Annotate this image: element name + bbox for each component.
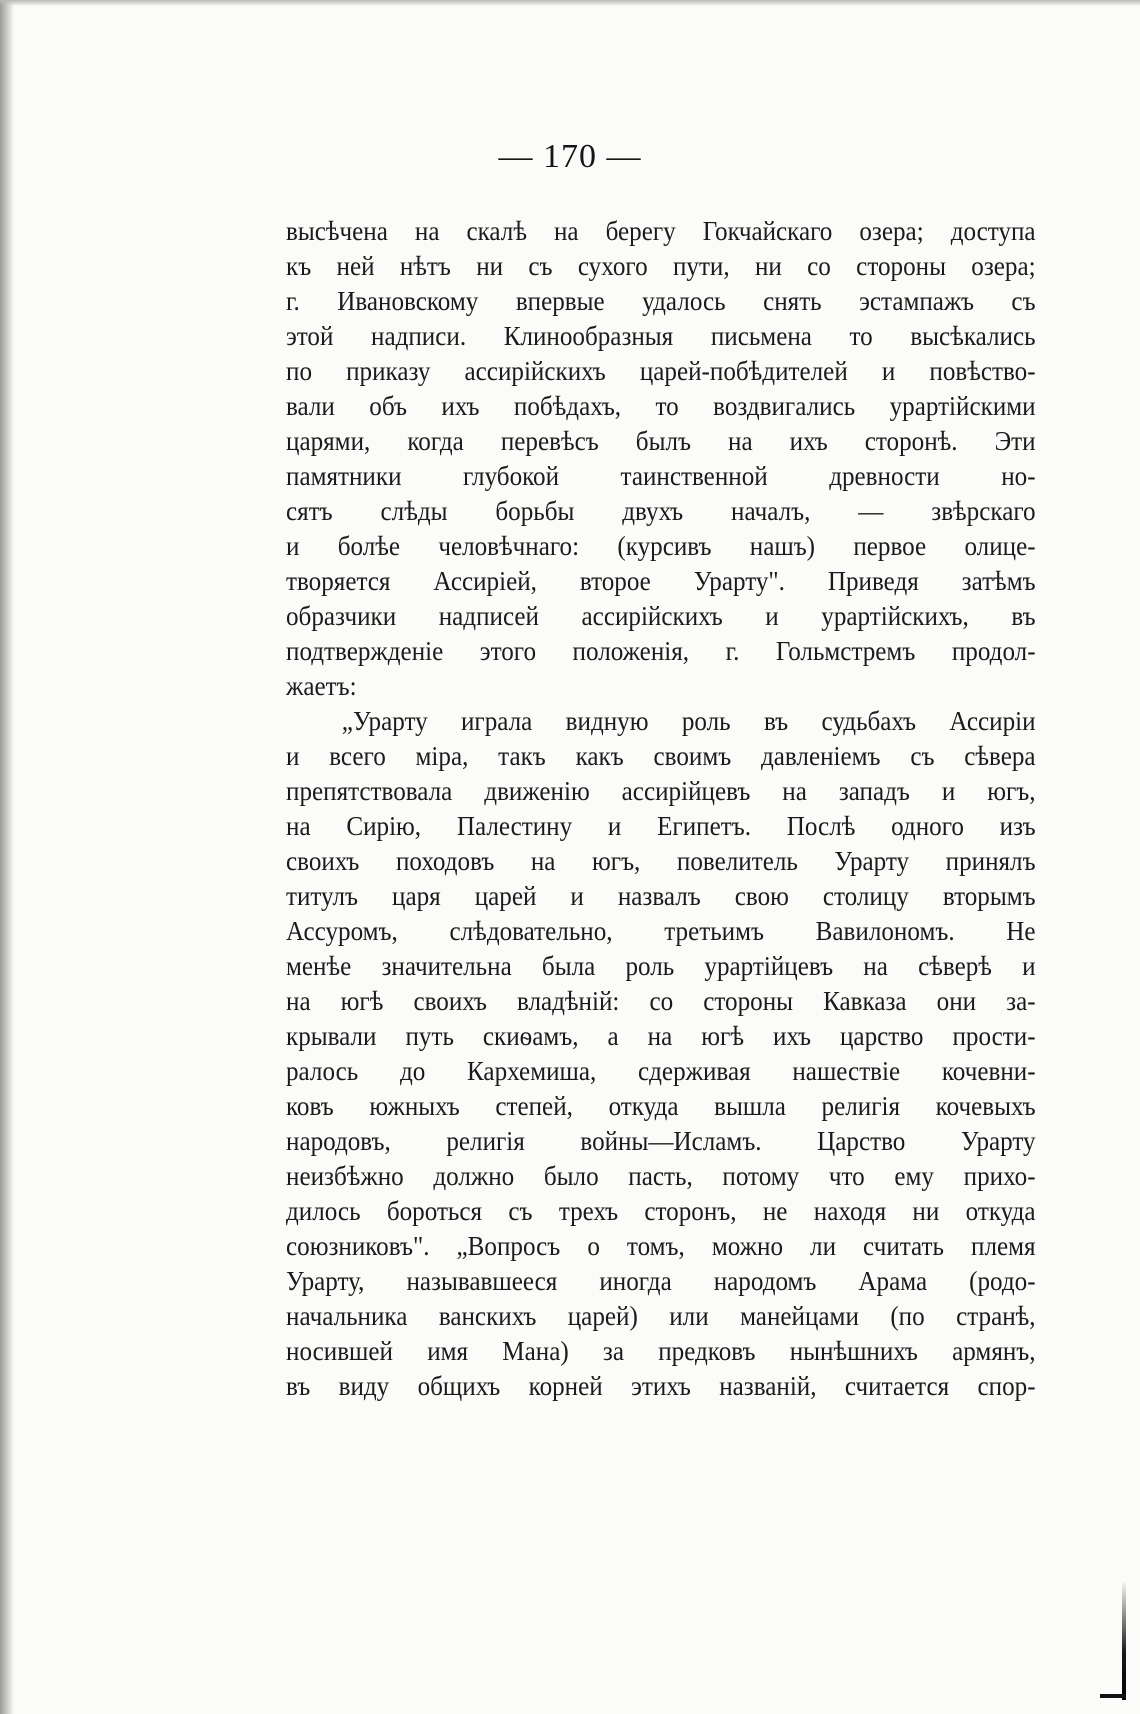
text-line: ралось до Кархемиша, сдерживая нашествіе кочевни-: [286, 1056, 1036, 1086]
text-line: этой надписи. Клинообразныя письмена то высѣкались: [286, 321, 1036, 351]
text-line: памятники глубокой таинственной древности но-: [286, 461, 1036, 491]
text-line: крывали путь скиѳамъ, а на югѣ ихъ царство прости-: [286, 1021, 1036, 1051]
text-line: царями, когда перевѣсъ былъ на ихъ сторонѣ. Эти: [286, 426, 1036, 456]
text-line: Ассуромъ, слѣдовательно, третьимъ Вавилономъ. Не: [286, 916, 1036, 946]
text-line: дилось бороться съ трехъ сторонъ, не находя ни откуда: [286, 1196, 1036, 1226]
scan-mark-right-foot: [1100, 1694, 1126, 1698]
scan-edge-top: [0, 0, 1140, 6]
text-line: неизбѣжно должно было пасть, потому что ему прихо-: [286, 1161, 1036, 1191]
text-line: на югѣ своихъ владѣній: со стороны Кавказа они за-: [286, 986, 1036, 1016]
body-text: [286, 214, 1036, 1404]
text-line: и всего міра, такъ какъ своимъ давленіемъ съ сѣвера: [286, 741, 1036, 771]
text-line-paragraph-start: „Урарту играла видную роль въ судьбахъ Ассиріи: [341, 706, 1036, 736]
text-line: носившей имя Мана) за предковъ нынѣшнихъ армянъ,: [286, 1336, 1036, 1366]
text-line: препятствовала движенію ассирійцевъ на западъ и югъ,: [286, 776, 1036, 806]
text-line: ковъ южныхъ степей, откуда вышла религія кочевыхъ: [286, 1091, 1036, 1121]
text-line: въ виду общихъ корней этихъ названій, считается спор-: [286, 1371, 1036, 1401]
text-line: сятъ слѣды борьбы двухъ началъ, — звѣрскаго: [286, 496, 1036, 526]
text-line: по приказу ассирійскихъ царей-побѣдителей и повѣство-: [286, 356, 1036, 386]
text-line: своихъ походовъ на югъ, повелитель Урарту принялъ: [286, 846, 1036, 876]
text-line: высѣчена на скалѣ на берегу Гокчайскаго озера; доступа: [286, 216, 1036, 246]
text-line: г. Ивановскому впервые удалось снять эстампажъ съ: [286, 286, 1036, 316]
text-line: титулъ царя царей и назвалъ свою столицу вторымъ: [286, 881, 1036, 911]
text-line: къ ней нѣтъ ни съ сухого пути, ни со стороны озера;: [286, 251, 1036, 281]
text-line: творяется Ассиріей, второе Урарту". Приведя затѣмъ: [286, 566, 1036, 596]
text-line: вали объ ихъ побѣдахъ, то воздвигались урартійскими: [286, 391, 1036, 421]
text-line: начальника ванскихъ царей) или манейцами (по странѣ,: [286, 1301, 1036, 1331]
text-line: жаетъ:: [286, 671, 357, 701]
text-line: менѣе значительна была роль урартійцевъ на сѣверѣ и: [286, 951, 1036, 981]
text-line: народовъ, религія войны—Исламъ. Царство Урарту: [286, 1126, 1036, 1156]
scan-mark-right: [1122, 1580, 1126, 1700]
text-line: Урарту, называвшееся иногда народомъ Арама (родо-: [286, 1266, 1036, 1296]
text-line: образчики надписей ассирійскихъ и урартійскихъ, въ: [286, 601, 1036, 631]
page-number: — 170 —: [498, 138, 642, 175]
text-line: союзниковъ". „Вопросъ о томъ, можно ли считать племя: [286, 1231, 1036, 1261]
text-line: на Сирію, Палестину и Египетъ. Послѣ одного изъ: [286, 811, 1036, 841]
text-line: подтвержденіе этого положенія, г. Гольмстремъ продол-: [286, 636, 1036, 666]
text-line: и болѣе человѣчнаго: (курсивъ нашъ) первое олице-: [286, 531, 1036, 561]
scan-edge-left: [0, 0, 14, 1714]
